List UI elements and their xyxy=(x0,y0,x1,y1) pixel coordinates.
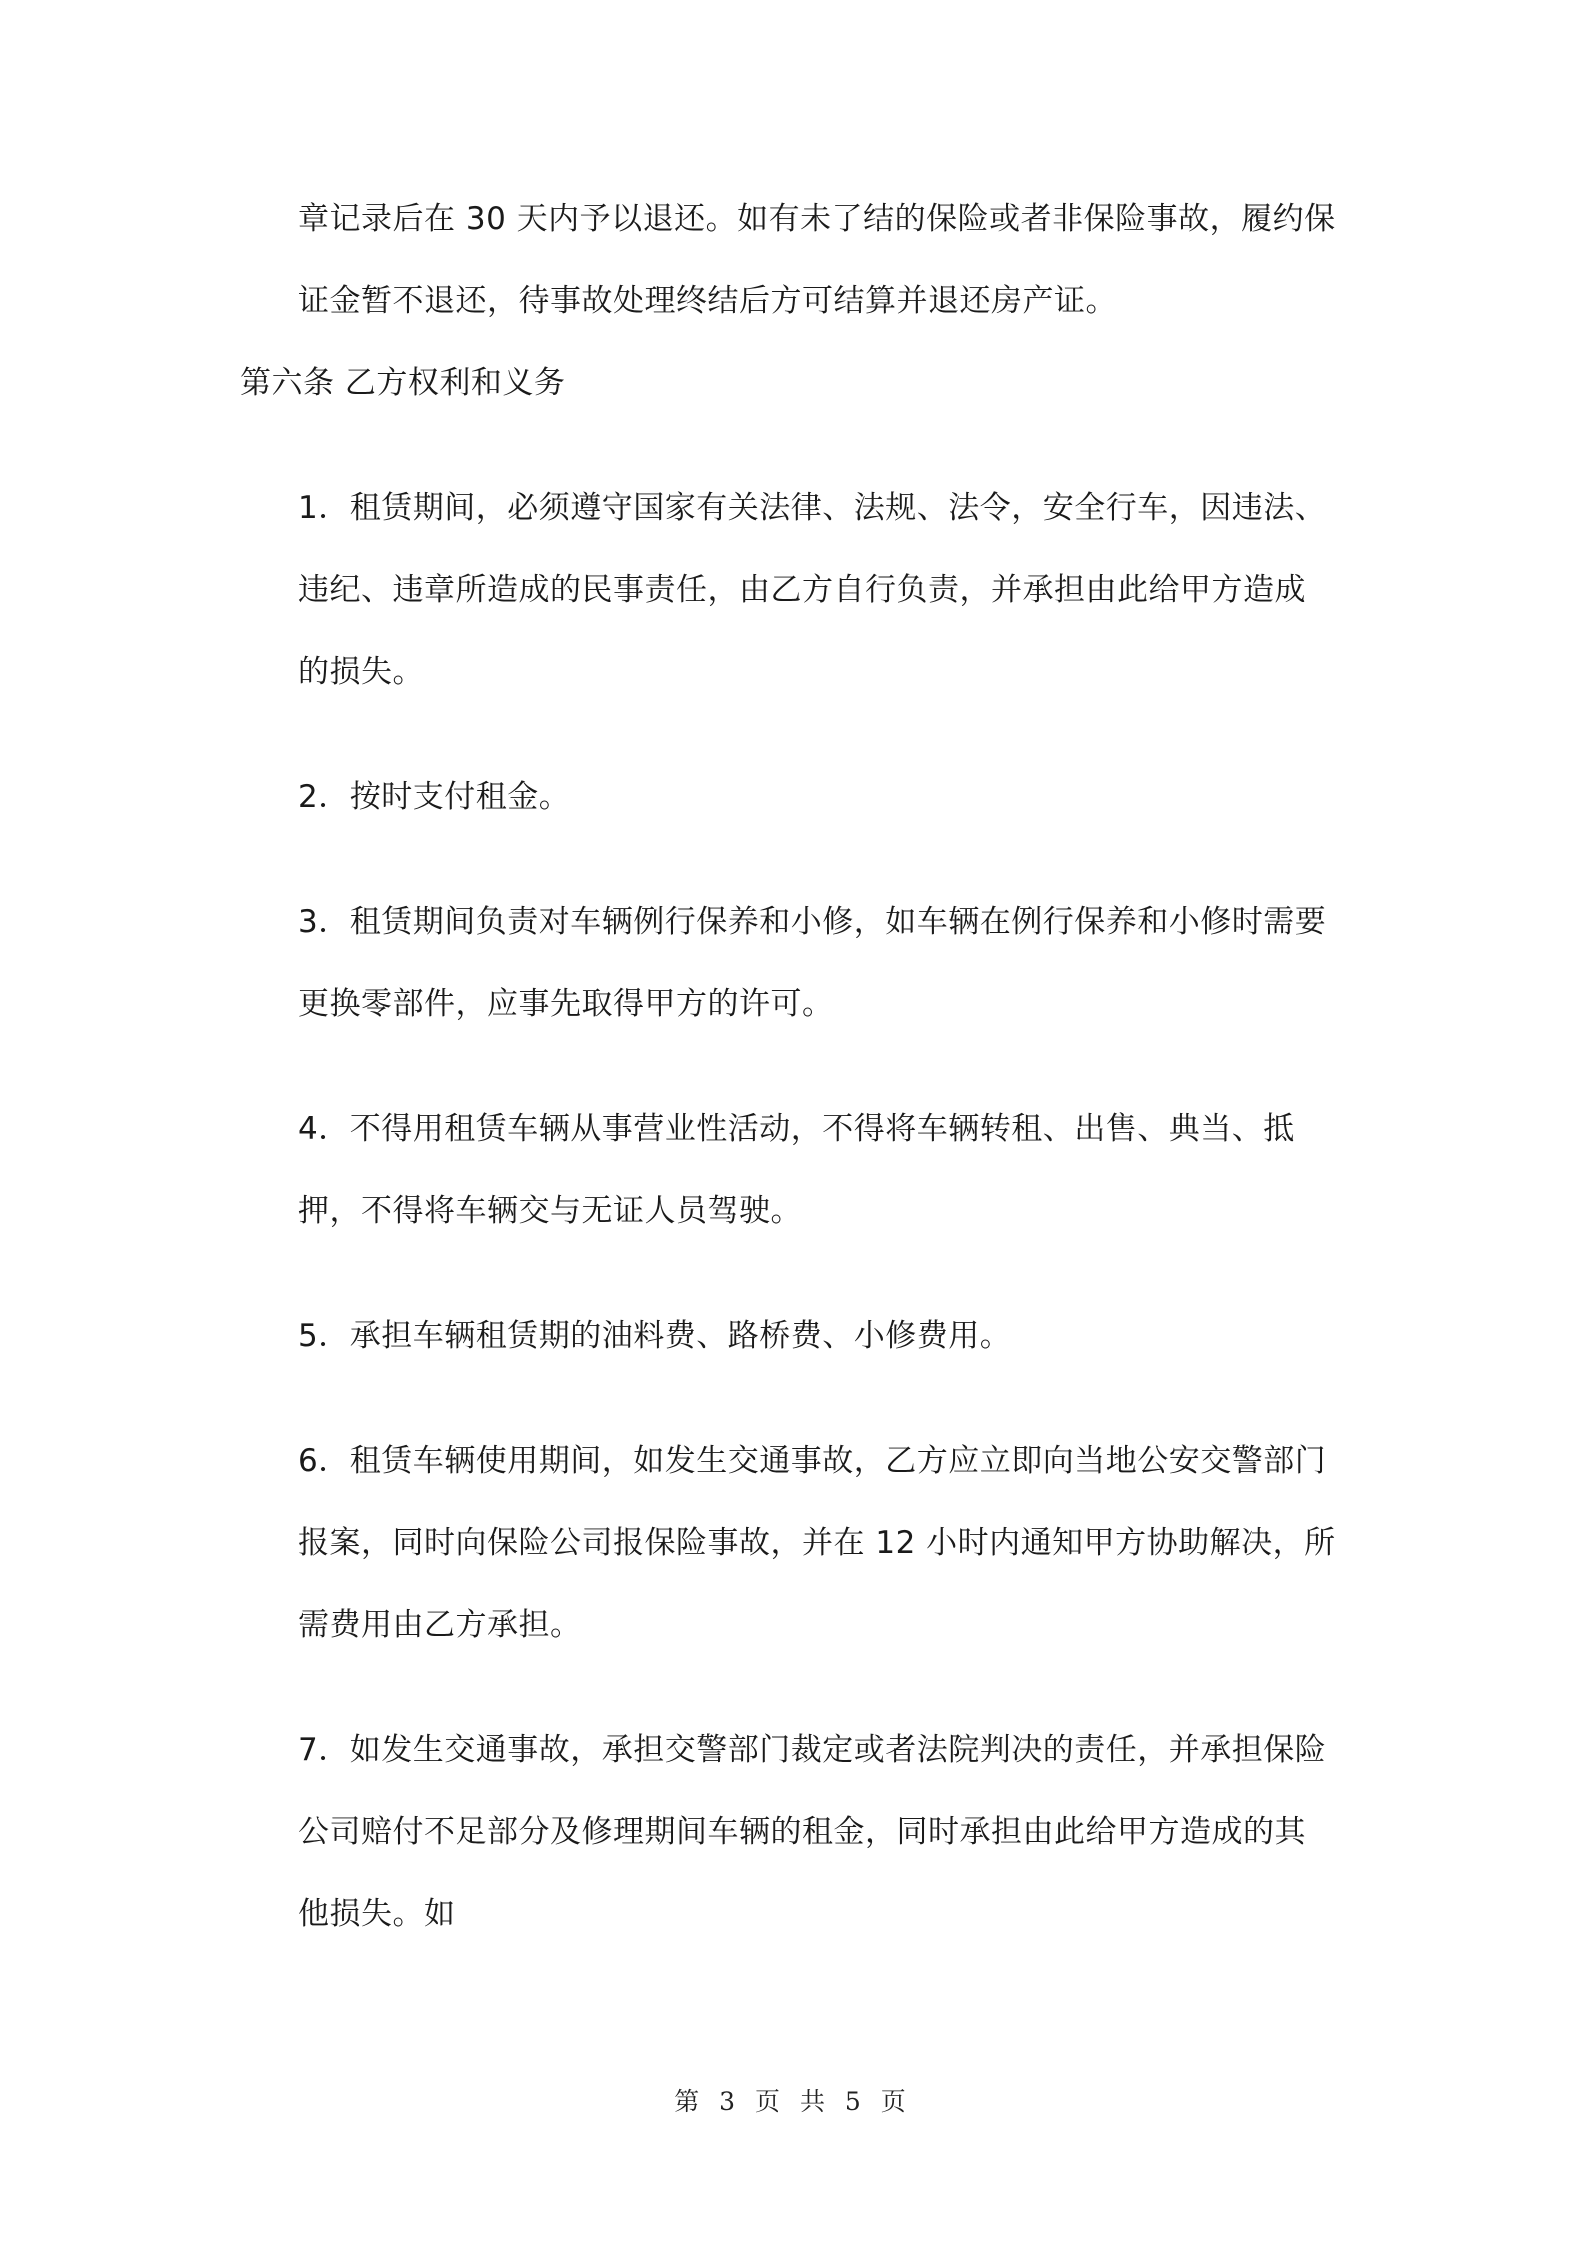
text-line: 7．如发生交通事故，承担交警部门裁定或者法院判决的责任，并承担保险 xyxy=(298,1732,1327,1768)
text-line: 6．租赁车辆使用期间，如发生交通事故，乙方应立即向当地公安交警部门 xyxy=(298,1443,1327,1479)
text-line: 的损失。 xyxy=(298,654,424,690)
text-line: 报案，同时向保险公司报保险事故，并在 12 小时内通知甲方协助解决，所 xyxy=(298,1525,1336,1561)
document-body xyxy=(240,178,1345,1955)
clause-item xyxy=(240,1709,1345,1955)
text-line: 第六条 乙方权利和义务 xyxy=(240,365,566,401)
text-line: 他损失。如 xyxy=(298,1896,456,1932)
text-line: 3．租赁期间负责对车辆例行保养和小修，如车辆在例行保养和小修时需要 xyxy=(298,904,1327,940)
text-line: 1．租赁期间，必须遵守国家有关法律、法规、法令，安全行车，因违法、 xyxy=(298,490,1327,526)
text-line: 押，不得将车辆交与无证人员驾驶。 xyxy=(298,1193,802,1229)
section-heading xyxy=(240,342,1345,424)
clause-item xyxy=(240,1420,1345,1666)
paragraph-continuation xyxy=(240,178,1345,342)
clause-item xyxy=(240,1088,1345,1252)
text-line: 4．不得用租赁车辆从事营业性活动，不得将车辆转租、出售、典当、抵 xyxy=(298,1111,1295,1147)
clause-item xyxy=(240,756,1345,838)
text-line: 需费用由乙方承担。 xyxy=(298,1607,582,1643)
text-line: 章记录后在 30 天内予以退还。如有未了结的保险或者非保险事故，履约保 xyxy=(298,201,1336,237)
clause-item xyxy=(240,467,1345,713)
text-line: 更换零部件，应事先取得甲方的许可。 xyxy=(298,986,834,1022)
clause-item xyxy=(240,881,1345,1045)
text-line: 公司赔付不足部分及修理期间车辆的租金，同时承担由此给甲方造成的其 xyxy=(298,1814,1306,1850)
text-line: 5．承担车辆租赁期的油料费、路桥费、小修费用。 xyxy=(298,1318,1012,1354)
clause-item xyxy=(240,1295,1345,1377)
text-line: 2．按时支付租金。 xyxy=(298,779,571,815)
text-line: 证金暂不退还，待事故处理终结后方可结算并退还房产证。 xyxy=(298,283,1117,319)
text-line: 违纪、违章所造成的民事责任，由乙方自行负责，并承担由此给甲方造成 xyxy=(298,572,1306,608)
page-footer: 第 3 页 共 5 页 xyxy=(674,2087,912,2116)
